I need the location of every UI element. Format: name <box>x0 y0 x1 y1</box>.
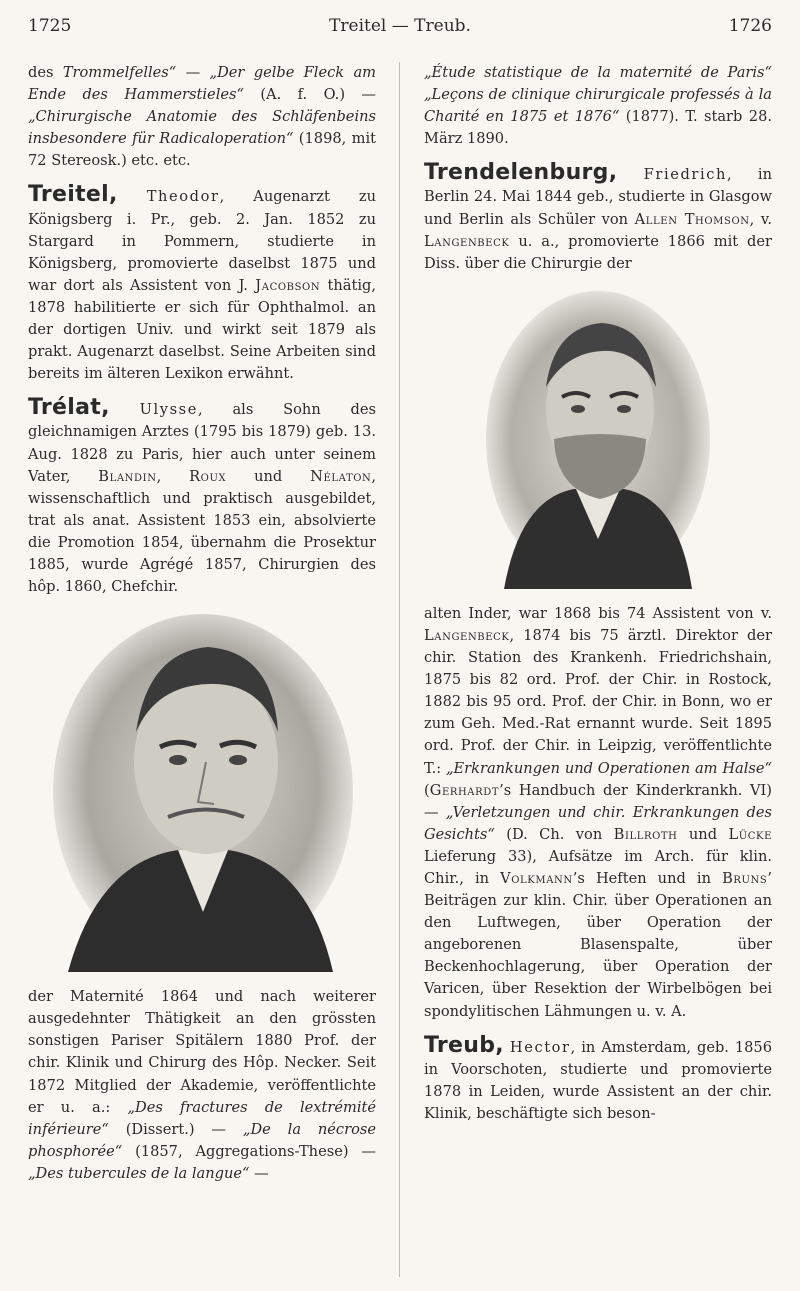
headword-trelat: Trélat, <box>28 395 110 421</box>
portrait-trelat <box>28 612 376 972</box>
right-column <box>424 62 772 1125</box>
continued-trendelenburg: alten Inder, war 1868 bis 74 Assistent von v. Langenbeck, 1874 bis 75 ärztl. Direktor der chir. Station des Krankenh. Friedrichshain, 1875 bis 82 ord. Prof. der Chir. in Rostock, 1882 bis 95 ord. Prof. der Chir. in Bonn, wo er zum Geh. Med.-Rat ernannt wurde. Seit 1895 ord. Prof. der Chir. in Leipzig, veröffentlichte T.: „Erkrankungen und Operationen am Halse“ (Gerhardt’s Handbuch der Kinderkrankh. VI) — „Verletzungen und chir. Erkrankungen des Gesichts“ (D. Ch. von Billroth und Lücke Lieferung 33), Aufsätze im Arch. für klin. Chir., in Volkmann’s Heften und in Bruns’ Beiträgen zur klin. Chir. über Operationen an den Luftwegen, über Operation der angeborenen Blasenspalte, über Beckenhochlagerung, über Operation der Varicen, über Resektion der Wirbelbögen bei spondylitischen Lähmungen u. v. A. <box>424 604 773 1020</box>
entry-treub: Treub, Hector, in Amsterdam, geb. 1856 in Voorschoten, studierte und promovierte 1878 in Leiden, wurde Assistent an der chir. Klinik, beschäftigte sich beson- <box>424 1032 773 1122</box>
column-divider <box>399 62 400 1277</box>
page-number-right: 1726 <box>728 16 772 36</box>
entry-treitel: Treitel, Theodor, Augenarzt zu Königsberg i. Pr., geb. 2. Jan. 1852 zu Stargard in Pommern, studierte in Königsberg, promovierte daselbst 1875 und war dort als Assistent von J. Jacobson thätig, 1878 habilitierte er sich für Ophthalmol. an der dortigen Univ. und wirkt seit 1879 als prakt. Augenarzt daselbst. Seine Arbeiten sind bereits im älteren Lexikon erwähnt. <box>28 182 376 383</box>
headword-treub: Treub, <box>424 1032 504 1058</box>
page-number-left: 1725 <box>28 16 72 36</box>
entry-trelat: Trélat, Ulysse, als Sohn des gleichnamigen Arztes (1795 bis 1879) geb. 13. Aug. 1828 zu Paris, hier auch unter seinem Vater, Blandin, Roux und Nélaton, wissenschaftlich und praktisch ausgebildet, trat als anat. Assistent 1853 ein, absolvierte die Promotion 1854, übernahm die Prosektur 1885, wurde Agrégé 1857, Chirurgien des hôp. 1860, Chefchir. <box>28 395 377 596</box>
left-column <box>28 62 376 1185</box>
headword-treitel: Treitel, <box>28 182 118 208</box>
running-title: Treitel — Treub. <box>329 16 471 36</box>
continued-text-right: „Étude statistique de la maternité de Paris“ „Leçons de clinique chirurgicale professés à la Charité en 1875 et 1876“ (1877). T. starb 28. März 1890. <box>424 64 772 148</box>
continued-text: des Trommelfelles“ — „Der gelbe Fleck am Ende des Hammerstieles“ (A. f. O.) — „Chirurgische Anatomie des Schläfenbeins insbesondere für Radicaloperation“ (1898, mit 72 Stereosk.) etc. etc. <box>28 64 377 170</box>
continued-trelat: der Maternité 1864 und nach weiterer ausgedehnter Thätigkeit an den grössten sonstigen Pariser Spitälern 1880 Prof. der chir. Klinik und Chirurg des Hôp. Necker. Seit 1872 Mitglied der Akademie, veröffentlichte er u. a.: „Des fractures de lextrémité inférieure“ (Dissert.) — „De la nécrose phosphorée“ (1857, Aggregations-These) — „Des tubercules de la langue“ — <box>28 988 376 1182</box>
running-header <box>28 16 772 42</box>
entry-trendelenburg: Trendelenburg, Friedrich, in Berlin 24. Mai 1844 geb., studierte in Glasgow und Berlin als Schüler von Allen Thomson, v. Langenbeck u. a., promovierte 1866 mit der Diss. über die Chirurgie der <box>424 160 772 272</box>
portrait-trendelenburg <box>424 289 772 589</box>
headword-trendelenburg: Trendelenburg, <box>424 160 618 186</box>
